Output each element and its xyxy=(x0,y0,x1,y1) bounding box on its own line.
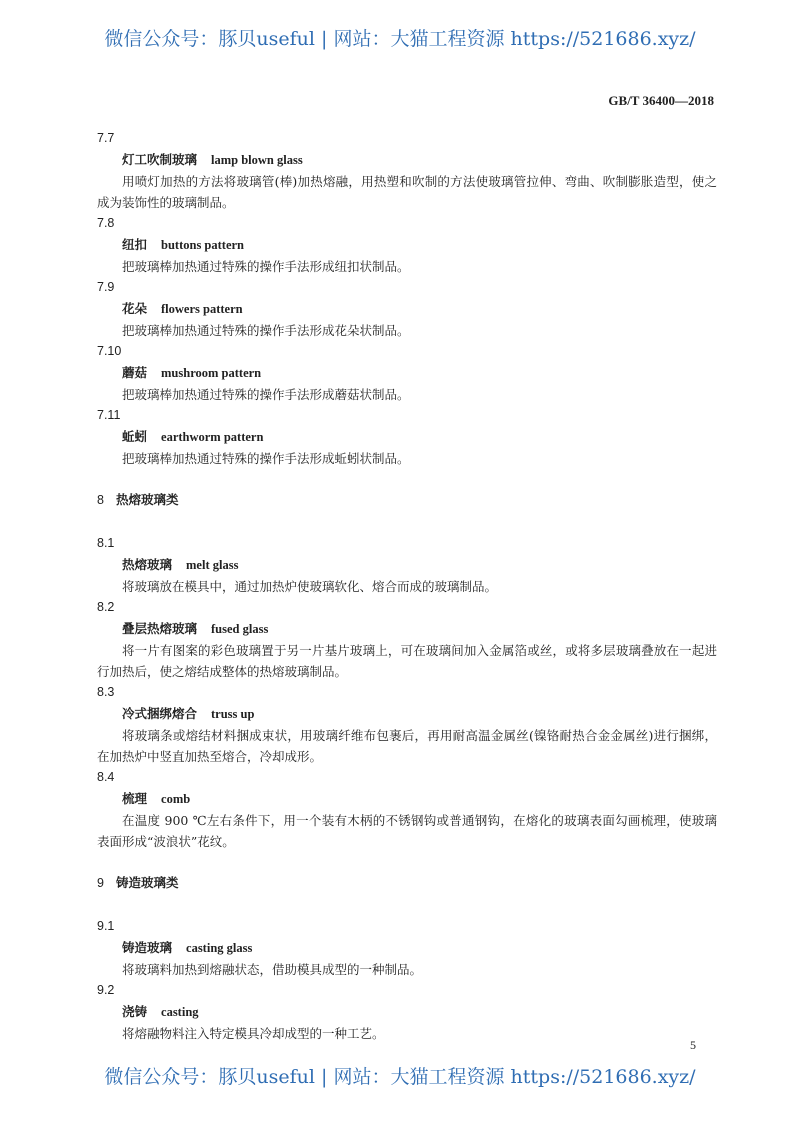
term-english: fused glass xyxy=(211,622,269,636)
term-definition: 在温度 900 ℃左右条件下，用一个装有木柄的不锈钢钩或普通钢钩，在熔化的玻璃表面勾画梳理，使玻璃表面形成“波浪状”花纹。 xyxy=(97,813,717,849)
term-definition: 用喷灯加热的方法将玻璃管(棒)加热熔融，用热塑和吹制的方法使玻璃管拉伸、弯曲、吹制膨胀造型，使之成为装饰性的玻璃制品。 xyxy=(97,174,717,210)
entry-number: 8.2 xyxy=(97,600,115,614)
term-chinese: 蚯蚓 xyxy=(122,429,148,444)
section-title: 铸造玻璃类 xyxy=(115,875,179,890)
term-heading xyxy=(97,1001,717,1023)
section-heading xyxy=(97,489,717,511)
term-chinese: 浇铸 xyxy=(122,1004,148,1019)
entry-number: 7.11 xyxy=(97,408,121,422)
term-english: casting xyxy=(161,1005,199,1019)
term-heading xyxy=(97,234,717,256)
entry-number: 8.3 xyxy=(97,685,115,699)
section-heading xyxy=(97,872,717,894)
term-heading xyxy=(97,298,717,320)
term-chinese: 花朵 xyxy=(122,301,148,316)
entry-number: 9.1 xyxy=(97,919,115,933)
term-chinese: 热熔玻璃 xyxy=(122,557,173,572)
term-english: casting glass xyxy=(186,941,253,955)
term-definition: 将玻璃条或熔结材料捆成束状，用玻璃纤维布包裹后，再用耐高温金属丝(镍铬耐热合金金属丝)进行捆绑，在加热炉中竖直加热至熔合，冷却成形。 xyxy=(97,728,717,764)
term-heading xyxy=(97,788,717,810)
term-heading xyxy=(97,426,717,448)
term-chinese: 蘑菇 xyxy=(122,365,148,380)
term-definition: 把玻璃棒加热通过特殊的操作手法形成蚯蚓状制品。 xyxy=(122,451,410,466)
entry-number: 8.4 xyxy=(97,770,115,784)
term-english: lamp blown glass xyxy=(211,153,303,167)
entry-number: 7.9 xyxy=(97,280,115,294)
term-definition: 将玻璃料加热到熔融状态，借助模具成型的一种制品。 xyxy=(122,962,423,977)
term-definition: 把玻璃棒加热通过特殊的操作手法形成蘑菇状制品。 xyxy=(122,387,410,402)
term-english: earthworm pattern xyxy=(161,430,264,444)
watermark-top: 微信公众号：豚贝useful | 网站：大猫工程资源 https://521686.xyz/ xyxy=(104,28,696,50)
entry-number: 8.1 xyxy=(97,536,115,550)
section-number: 9 xyxy=(97,876,104,890)
term-chinese: 叠层热熔玻璃 xyxy=(122,621,198,636)
watermark-bottom: 微信公众号：豚贝useful | 网站：大猫工程资源 https://521686.xyz/ xyxy=(104,1066,696,1088)
term-heading xyxy=(97,618,717,640)
page-number: 5 xyxy=(690,1038,696,1052)
term-heading xyxy=(97,703,717,725)
section-number: 8 xyxy=(97,493,104,507)
term-english: mushroom pattern xyxy=(161,366,262,380)
term-chinese: 纽扣 xyxy=(122,237,148,252)
term-chinese: 梳理 xyxy=(122,791,148,806)
term-definition: 将一片有图案的彩色玻璃置于另一片基片玻璃上，可在玻璃间加入金属箔或丝，或将多层玻璃叠放在一起进行加热后，使之熔结成整体的热熔玻璃制品。 xyxy=(97,643,717,679)
term-chinese: 灯工吹制玻璃 xyxy=(122,152,198,167)
term-english: comb xyxy=(161,792,191,806)
term-chinese: 冷式捆绑熔合 xyxy=(122,706,198,721)
term-heading xyxy=(97,554,717,576)
entry-number: 7.7 xyxy=(97,131,115,145)
entry-number: 7.10 xyxy=(97,344,122,358)
term-heading xyxy=(97,937,717,959)
entry-number: 9.2 xyxy=(97,983,115,997)
term-english: buttons pattern xyxy=(161,238,245,252)
section-title: 热熔玻璃类 xyxy=(115,492,179,507)
document-body xyxy=(97,128,717,1044)
term-heading xyxy=(97,149,717,171)
term-definition: 将熔融物料注入特定模具冷却成型的一种工艺。 xyxy=(122,1026,385,1041)
term-english: truss up xyxy=(211,707,255,721)
term-definition: 将玻璃放在模具中，通过加热炉使玻璃软化、熔合而成的玻璃制品。 xyxy=(122,579,498,594)
term-heading xyxy=(97,362,717,384)
standard-code: GB/T 36400—2018 xyxy=(608,93,714,108)
term-definition: 把玻璃棒加热通过特殊的操作手法形成纽扣状制品。 xyxy=(122,259,410,274)
term-chinese: 铸造玻璃 xyxy=(122,940,173,955)
term-definition: 把玻璃棒加热通过特殊的操作手法形成花朵状制品。 xyxy=(122,323,410,338)
entry-number: 7.8 xyxy=(97,216,115,230)
term-english: flowers pattern xyxy=(161,302,243,316)
term-english: melt glass xyxy=(186,558,239,572)
